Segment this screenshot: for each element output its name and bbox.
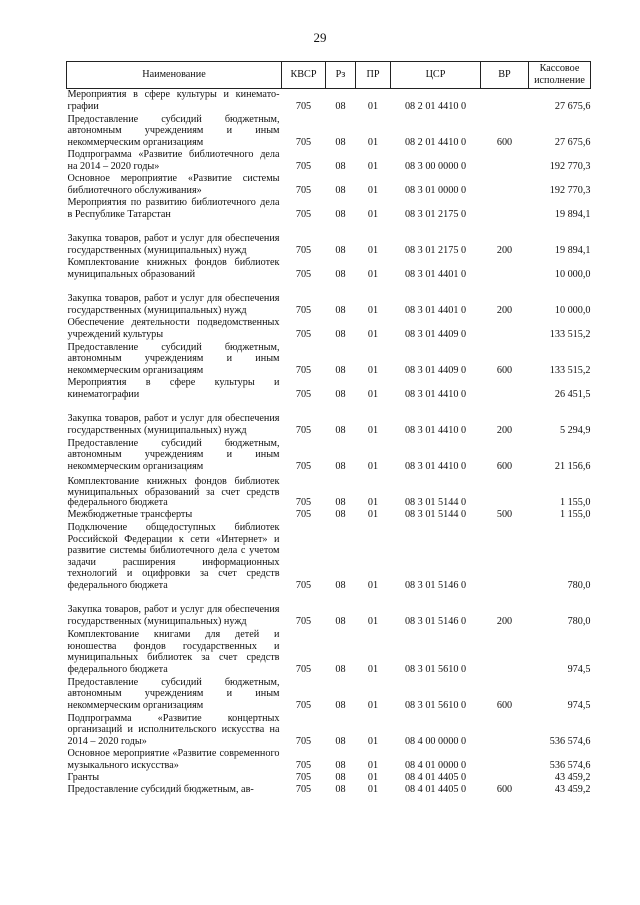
cell-name: Подключение общедоступных библиотек Российской Федерации к сети «Интернет» и развитие системы библиотечного дела с учетом задачи расширения информационных технологий и оцифровки за счет средств федерального бюджета xyxy=(67,521,280,591)
table-row xyxy=(67,509,591,521)
cell-vr: 600 xyxy=(496,460,513,472)
cell-vr xyxy=(481,712,529,748)
cell-vr xyxy=(481,772,529,784)
cell-pr: 01 xyxy=(367,735,379,747)
table-row xyxy=(67,281,591,317)
cell-pr: 01 xyxy=(367,759,379,771)
cell-vr: 200 xyxy=(496,304,513,316)
cell-amount: 21 156,6 xyxy=(554,460,591,472)
table-row xyxy=(67,401,591,437)
cell-kvsr: 705 xyxy=(295,783,312,795)
cell-pr: 01 xyxy=(367,328,379,340)
cell-name: Межбюджетные трансферты xyxy=(67,509,193,520)
cell-amount: 27 675,6 xyxy=(554,136,591,148)
cell-vr xyxy=(481,149,529,173)
table-header-row xyxy=(67,62,591,89)
cell-kvsr: 705 xyxy=(295,268,312,280)
cell-kvsr: 705 xyxy=(295,184,312,196)
cell-rz: 08 xyxy=(335,184,346,196)
cell-csr: 08 2 01 4410 0 xyxy=(404,100,467,112)
cell-name: Гранты xyxy=(67,771,100,783)
table-row xyxy=(67,676,591,712)
cell-amount: 19 894,1 xyxy=(554,208,591,220)
cell-vr xyxy=(481,173,529,197)
cell-kvsr: 705 xyxy=(295,735,312,747)
cell-amount: 10 000,0 xyxy=(554,268,591,280)
cell-kvsr: 705 xyxy=(295,759,312,771)
cell-name: Закупка товаров, работ и услуг для обеспечения государственных (муниципальных) нужд xyxy=(67,293,280,316)
cell-amount: 974,5 xyxy=(567,699,591,711)
cell-vr xyxy=(481,197,529,221)
cell-kvsr: 705 xyxy=(295,460,312,472)
cell-vr xyxy=(481,521,529,592)
cell-name: Закупка товаров, работ и услуг для обеспечения государственных (муниципальных) нужд xyxy=(67,413,280,436)
page-number: 29 xyxy=(313,30,327,45)
cell-name: Обеспечение деятельности подведомственных учреждений культуры xyxy=(67,317,280,340)
cell-pr: 01 xyxy=(367,615,379,627)
cell-pr: 01 xyxy=(367,244,379,256)
table-row xyxy=(67,221,591,257)
table-row xyxy=(67,473,591,509)
cell-amount: 1 155,0 xyxy=(559,509,591,520)
cell-amount: 19 894,1 xyxy=(554,244,591,256)
cell-csr: 08 3 01 5144 0 xyxy=(404,497,467,508)
cell-pr: 01 xyxy=(367,160,379,172)
cell-vr xyxy=(481,257,529,281)
table-row xyxy=(67,592,591,628)
cell-kvsr: 705 xyxy=(295,579,312,591)
cell-kvsr: 705 xyxy=(295,771,312,783)
cell-kvsr: 705 xyxy=(295,328,312,340)
cell-rz: 08 xyxy=(335,497,346,508)
cell-pr: 01 xyxy=(367,497,379,508)
cell-pr: 01 xyxy=(367,268,379,280)
cell-vr: 200 xyxy=(496,615,513,627)
cell-csr: 08 3 01 4409 0 xyxy=(404,364,467,376)
cell-rz: 08 xyxy=(335,268,346,280)
cell-kvsr: 705 xyxy=(295,497,312,508)
cell-vr xyxy=(481,748,529,772)
cell-vr: 600 xyxy=(496,699,513,711)
cell-rz: 08 xyxy=(335,509,346,520)
cell-pr: 01 xyxy=(367,388,379,400)
cell-name: Комплектование книжных фондов библиотек муниципальных образований xyxy=(67,257,280,280)
cell-vr: 600 xyxy=(496,136,513,148)
cell-vr: 200 xyxy=(496,424,513,436)
cell-pr: 01 xyxy=(367,424,379,436)
cell-rz: 08 xyxy=(335,136,346,148)
cell-amount: 780,0 xyxy=(567,579,591,591)
cell-amount: 43 459,2 xyxy=(554,783,591,795)
cell-pr: 01 xyxy=(367,579,379,591)
cell-pr: 01 xyxy=(367,208,379,220)
cell-kvsr: 705 xyxy=(295,244,312,256)
cell-amount: 43 459,2 xyxy=(554,771,591,783)
cell-csr: 08 3 01 5610 0 xyxy=(404,663,467,675)
cell-amount: 536 574,6 xyxy=(549,735,591,747)
cell-name: Предоставление субсидий бюджетным, автономным учреждениям и иным некоммерческим организациям xyxy=(67,113,280,148)
cell-rz: 08 xyxy=(335,364,346,376)
table-row xyxy=(67,748,591,772)
cell-csr: 08 3 01 5146 0 xyxy=(404,579,467,591)
cell-pr: 01 xyxy=(367,364,379,376)
cell-kvsr: 705 xyxy=(295,699,312,711)
header-pr: ПР xyxy=(356,62,391,89)
cell-vr: 600 xyxy=(496,783,513,795)
cell-name: Закупка товаров, работ и услуг для обеспечения государственных (муниципальных) нужд xyxy=(67,604,280,627)
cell-pr: 01 xyxy=(367,663,379,675)
budget-table xyxy=(66,61,591,796)
table-row xyxy=(67,628,591,676)
cell-kvsr: 705 xyxy=(295,136,312,148)
cell-vr: 600 xyxy=(496,364,513,376)
cell-vr xyxy=(481,89,529,113)
cell-csr: 08 3 01 4401 0 xyxy=(404,268,467,280)
cell-name: Основное мероприятие «Развитие системы библиотечного обслуживания» xyxy=(67,173,280,196)
cell-rz: 08 xyxy=(335,100,346,112)
table-row xyxy=(67,89,591,113)
cell-pr: 01 xyxy=(367,699,379,711)
cell-csr: 08 3 01 2175 0 xyxy=(404,208,467,220)
cell-csr: 08 4 01 4405 0 xyxy=(404,783,467,795)
cell-rz: 08 xyxy=(335,388,346,400)
cell-csr: 08 3 01 2175 0 xyxy=(404,244,467,256)
table-body xyxy=(67,89,591,796)
header-rz: Рз xyxy=(326,62,356,89)
cell-amount: 1 155,0 xyxy=(559,497,591,508)
cell-rz: 08 xyxy=(335,783,346,795)
cell-csr: 08 3 01 0000 0 xyxy=(404,184,467,196)
cell-rz: 08 xyxy=(335,759,346,771)
cell-csr: 08 3 00 0000 0 xyxy=(404,160,467,172)
cell-kvsr: 705 xyxy=(295,364,312,376)
cell-pr: 01 xyxy=(367,460,379,472)
cell-amount: 192 770,3 xyxy=(549,184,591,196)
table-row xyxy=(67,712,591,748)
table-row xyxy=(67,784,591,796)
cell-csr: 08 3 01 4409 0 xyxy=(404,328,467,340)
cell-kvsr: 705 xyxy=(295,208,312,220)
cell-rz: 08 xyxy=(335,579,346,591)
cell-kvsr: 705 xyxy=(295,509,312,520)
cell-vr: 200 xyxy=(496,244,513,256)
table-row xyxy=(67,257,591,281)
cell-name: Мероприятия в сфере культуры и кинемато-графии xyxy=(67,89,280,112)
table-row xyxy=(67,341,591,377)
cell-csr: 08 3 01 4410 0 xyxy=(404,388,467,400)
cell-rz: 08 xyxy=(335,304,346,316)
cell-kvsr: 705 xyxy=(295,663,312,675)
cell-kvsr: 705 xyxy=(295,100,312,112)
cell-csr: 08 4 01 0000 0 xyxy=(404,759,467,771)
table-row xyxy=(67,437,591,473)
cell-amount: 133 515,2 xyxy=(549,364,591,376)
cell-rz: 08 xyxy=(335,771,346,783)
cell-rz: 08 xyxy=(335,244,346,256)
table-row xyxy=(67,197,591,221)
cell-name: Предоставление субсидий бюджетным, автономным учреждениям и иным некоммерческим организациям xyxy=(67,341,280,376)
cell-name: Комплектование книжных фондов библиотек муниципальных образований за счет средств федерального бюджета xyxy=(67,476,280,508)
cell-kvsr: 705 xyxy=(295,304,312,316)
cell-rz: 08 xyxy=(335,699,346,711)
cell-csr: 08 4 01 4405 0 xyxy=(404,771,467,783)
cell-amount: 5 294,9 xyxy=(559,424,591,436)
cell-name: Предоставление субсидий бюджетным, ав- xyxy=(67,783,254,795)
cell-name: Мероприятия в сфере культуры и кинематографии xyxy=(67,377,280,400)
cell-csr: 08 3 01 5144 0 xyxy=(404,509,467,520)
header-vr: ВР xyxy=(481,62,529,89)
cell-rz: 08 xyxy=(335,615,346,627)
cell-name: Подпрограмма «Развитие библиотечного дела на 2014 – 2020 годы» xyxy=(67,149,280,172)
table-row xyxy=(67,521,591,592)
header-csr: ЦСР xyxy=(391,62,481,89)
cell-rz: 08 xyxy=(335,328,346,340)
cell-vr xyxy=(481,473,529,509)
table-row xyxy=(67,173,591,197)
cell-vr xyxy=(481,317,529,341)
header-amount: Кассовое исполнение xyxy=(529,62,591,89)
cell-name: Мероприятия по развитию библиотечного дела в Республике Татарстан xyxy=(67,197,280,220)
cell-amount: 192 770,3 xyxy=(549,160,591,172)
cell-amount: 27 675,6 xyxy=(554,100,591,112)
table-row xyxy=(67,317,591,341)
cell-csr: 08 3 01 5146 0 xyxy=(404,615,467,627)
cell-rz: 08 xyxy=(335,208,346,220)
cell-amount: 974,5 xyxy=(567,663,591,675)
cell-csr: 08 3 01 4410 0 xyxy=(404,460,467,472)
cell-name: Подпрограмма «Развитие концертных организаций и исполнительского искусства на 2014 – 2020 годы» xyxy=(67,712,280,747)
cell-pr: 01 xyxy=(367,184,379,196)
cell-vr xyxy=(481,377,529,401)
cell-amount: 10 000,0 xyxy=(554,304,591,316)
table-row xyxy=(67,772,591,784)
cell-name: Основное мероприятие «Развитие современного музыкального искусства» xyxy=(67,748,280,771)
cell-pr: 01 xyxy=(367,304,379,316)
cell-rz: 08 xyxy=(335,735,346,747)
cell-pr: 01 xyxy=(367,783,379,795)
cell-rz: 08 xyxy=(335,460,346,472)
cell-rz: 08 xyxy=(335,663,346,675)
cell-pr: 01 xyxy=(367,100,379,112)
cell-rz: 08 xyxy=(335,424,346,436)
cell-name: Комплектование книгами для детей и юношества фондов государственных и муниципальных библиотек за счет средств федерального бюджета xyxy=(67,629,280,675)
table-row xyxy=(67,377,591,401)
cell-amount: 780,0 xyxy=(567,615,591,627)
cell-name: Предоставление субсидий бюджетным, автономным учреждениям и иным некоммерческим организациям xyxy=(67,676,280,711)
cell-kvsr: 705 xyxy=(295,615,312,627)
cell-csr: 08 2 01 4410 0 xyxy=(404,136,467,148)
cell-csr: 08 3 01 5610 0 xyxy=(404,699,467,711)
cell-kvsr: 705 xyxy=(295,424,312,436)
cell-vr xyxy=(481,628,529,676)
cell-name: Предоставление субсидий бюджетным, автономным учреждениям и иным некоммерческим организациям xyxy=(67,437,280,472)
cell-csr: 08 3 01 4401 0 xyxy=(404,304,467,316)
cell-amount: 26 451,5 xyxy=(554,388,591,400)
cell-rz: 08 xyxy=(335,160,346,172)
header-kvsr: КВСР xyxy=(282,62,326,89)
header-name: Наименование xyxy=(67,62,282,89)
table-row xyxy=(67,149,591,173)
cell-name: Закупка товаров, работ и услуг для обеспечения государственных (муниципальных) нужд xyxy=(67,233,280,256)
cell-pr: 01 xyxy=(367,509,379,520)
cell-kvsr: 705 xyxy=(295,388,312,400)
cell-amount: 133 515,2 xyxy=(549,328,591,340)
cell-kvsr: 705 xyxy=(295,160,312,172)
cell-vr: 500 xyxy=(496,509,513,520)
cell-csr: 08 4 00 0000 0 xyxy=(404,735,467,747)
cell-pr: 01 xyxy=(367,136,379,148)
cell-amount: 536 574,6 xyxy=(549,759,591,771)
cell-pr: 01 xyxy=(367,771,379,783)
cell-csr: 08 3 01 4410 0 xyxy=(404,424,467,436)
table-row xyxy=(67,113,591,149)
